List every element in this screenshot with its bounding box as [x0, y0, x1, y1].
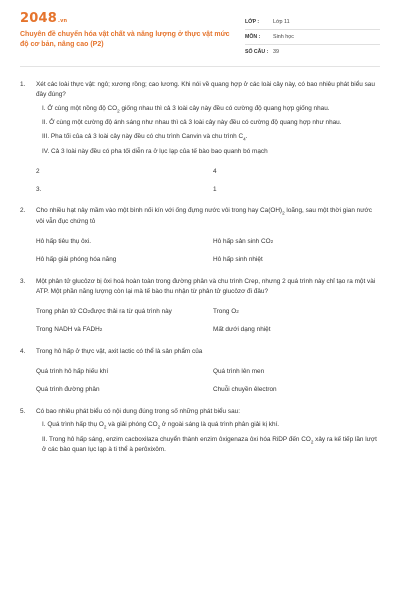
question-stem: Có bao nhiêu phát biểu có nội dung đúng trong số những phát biểu sau:	[36, 407, 240, 415]
question-item	[20, 80, 380, 198]
answer-option[interactable]: Quá trình đường phân	[36, 385, 100, 393]
question-body	[36, 347, 380, 399]
question-item	[20, 407, 380, 456]
answer-option[interactable]: Trong O 2	[213, 307, 239, 315]
answer-option[interactable]: 2	[36, 167, 40, 175]
answer-option[interactable]: Hô hấp sản sinh CO 2	[213, 237, 274, 245]
meta-value: Sinh học	[273, 33, 294, 40]
logo-suffix: .vn	[57, 18, 68, 24]
question-item	[20, 347, 380, 399]
answer-option[interactable]: Hô hấp tiêu thụ ôxi.	[36, 237, 92, 245]
meta-row	[245, 15, 380, 30]
question-stem: Trong hô hấp ở thực vật, axit lactic có thể là sản phẩm của	[36, 347, 203, 355]
header-divider	[20, 66, 380, 67]
question-body	[36, 206, 380, 268]
question-statement: III. Pha tối của cả 3 loài cây này đều có chu trình Canvin và chu trình $C_4$.	[42, 133, 248, 142]
question-number: 5.	[20, 407, 26, 415]
question-list	[20, 66, 380, 455]
question-number: 2.	[20, 207, 26, 215]
answer-option[interactable]: Chuỗi chuyền êlectron	[213, 385, 277, 393]
answer-option[interactable]: Trong phân tử CO 2 được thải ra từ quá trình này	[36, 307, 172, 315]
question-statement: II. Trong hô hấp sáng, enzim cacboxilaza chuyển thành enzim ôxigenaza ôxi hóa RiDP đến $CO_2$ xảy ra kế tiếp lần lượt ở các bào quan lục lạp à ti thể à perôxixôm.	[42, 435, 377, 454]
meta-label: SỐ CÂU :	[245, 49, 269, 56]
site-logo[interactable]	[20, 12, 230, 25]
question-number: 3.	[20, 277, 26, 285]
answer-options	[36, 303, 380, 339]
answer-option[interactable]: 1	[213, 185, 217, 193]
answer-options	[36, 363, 380, 399]
meta-table	[245, 15, 380, 66]
meta-value: Lớp 11	[273, 18, 290, 25]
question-stem: Xét các loài thực vật: ngô; xương rồng; cao lương. Khi nói về quang hợp ở các loài cây này, có bao nhiêu phát biểu sau đây đúng?	[36, 81, 375, 98]
document-title: Chuyên đề chuyển hóa vật chất và năng lượng ở thực vật mức độ cơ bản, nâng cao (P2)	[20, 31, 230, 49]
meta-value: 39	[273, 49, 279, 56]
question-body	[36, 277, 380, 339]
question-statement: IV. Cả 3 loài này đều có pha tối diễn ra ở lục lạp của tế bào bao quanh bó mạch	[42, 147, 268, 155]
question-number: 4.	[20, 347, 26, 355]
header	[20, 0, 380, 66]
answer-option[interactable]: 4	[213, 167, 217, 175]
question-statement: II. Ở cùng một cường độ ánh sáng như nhau thì cả 3 loài cây này đều có cường độ quang hợp như nhau.	[42, 119, 342, 127]
meta-label: LỚP :	[245, 18, 260, 25]
question-statement: I. Ở cùng một nồng độ $CO_2$ giống nhau thì cả 3 loài cây này đều có cường độ quang hợp giống nhau.	[42, 104, 330, 114]
answer-options	[36, 162, 380, 198]
question-stem: Một phân tử glucôzơ bị ôxi hoá hoàn toàn trong đường phân và chu trình Crep, nhưng 2 quá trình này chỉ tạo ra một vài ATP. Một phần năng lượng còn lại mà tế bào thu nhận từ phân tử glucôzơ đi đâu?	[36, 277, 376, 295]
brand-block	[20, 12, 230, 66]
meta-row	[245, 30, 380, 45]
answer-option[interactable]: Mất dưới dạng nhiệt	[213, 325, 271, 333]
logo-text: 2048	[20, 11, 57, 26]
question-item	[20, 277, 380, 339]
answer-option[interactable]: 3.	[36, 185, 42, 193]
question-number: 1.	[20, 81, 26, 88]
answer-option[interactable]: Trong NADH và FADH 2	[36, 325, 103, 333]
answer-option[interactable]: Quá trình lên men	[213, 367, 265, 375]
meta-label: MÔN :	[245, 33, 261, 40]
question-statement: I. Quá trình hấp thụ $O_2$ và giải phóng $CO_2$ ở ngoài sáng là quá trình phân giải kị khí.	[42, 421, 280, 430]
question-item	[20, 206, 380, 268]
answer-option[interactable]: Hô hấp giải phóng hóa năng	[36, 255, 117, 263]
answer-option[interactable]: Quá trình hô hấp hiếu khí	[36, 367, 109, 375]
question-body	[36, 80, 380, 198]
answer-option[interactable]: Hô hấp sinh nhiệt	[213, 255, 263, 263]
answer-options	[36, 233, 380, 269]
meta-row	[245, 45, 380, 60]
question-body	[36, 407, 380, 456]
question-stem: Cho nhiều hạt nảy mầm vào một bình nối kín với ống đựng nước vôi trong hay $Ca(OH)_2$ loãng, sau một thời gian nước vôi vẫn đục chứng tỏ	[36, 207, 372, 225]
